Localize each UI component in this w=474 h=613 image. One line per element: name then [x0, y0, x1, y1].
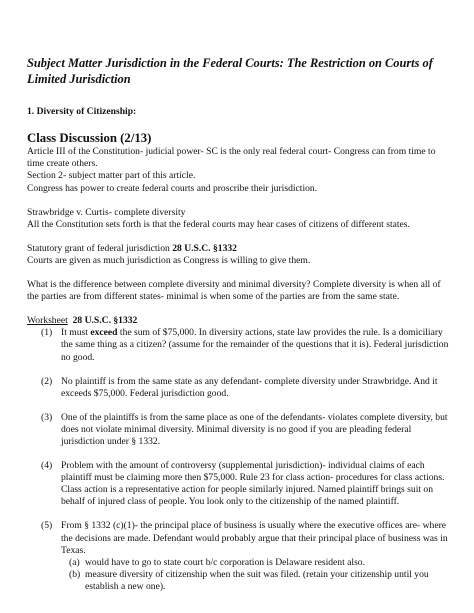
- paragraph-diversity-difference: What is the difference between complete diversity and minimal diversity? Complete diversity is when all of the parties are from different states- minimal is when some of the parties are from the same state.: [27, 279, 441, 303]
- class-discussion-heading: Class Discussion (2/13): [27, 131, 152, 146]
- paragraph-section-2: Section 2- subject matter part of this article.: [27, 170, 196, 182]
- worksheet-heading: [27, 315, 452, 327]
- worksheet-item-1: (1) It must exceed the sum of $75,000. In diversity actions, state law provides the rule. Is a domiciliary the same thing as a citizen? (assume for the remainder of the questions that it is). Federal jurisdiction no good.: [41, 327, 449, 363]
- document-title: Subject Matter Jurisdiction in the Federal Courts: The Restriction on Courts of Limited Jurisdiction: [27, 56, 433, 86]
- worksheet-item-5b: (b) measure diversity of citizenship when the suit was filed. (retain your citizenship until you establish a new one).: [69, 568, 429, 592]
- worksheet-item-3: (3) One of the plaintiffs is from the same place as one of the defendants- violates complete diversity, but does not violate minimal diversity. Minimal diversity is no good if you are pleading federal jurisdiction under § 1332.: [41, 411, 448, 447]
- paragraph-article-iii: Article III of the Constitution- judicial power- SC is the only real federal court- Congress can from time to time create others.: [27, 146, 436, 170]
- paragraph-courts-given: Courts are given as much jurisdiction as Congress is willing to give them.: [27, 254, 311, 266]
- worksheet-item-4: (4) Problem with the amount of controversy (supplemental jurisdiction)- individual claims of each plaintiff must be claiming more then $75,000. Rule 23 for class action- procedures for class actions. Class action is a representative action for people similarly injured. Named plaintiff brings suit on behalf of injured class of people. You look only to the citizenship of the named plaintiff.: [41, 460, 445, 508]
- paragraph-statutory-grant: Statutory grant of federal jurisdiction 28 U.S.C. §1332: [27, 242, 237, 254]
- document-content: [27, 56, 452, 593]
- statute-citation: 28 U.S.C. §1332: [172, 242, 237, 254]
- paragraph-strawbridge: Strawbridge v. Curtis- complete diversity: [27, 206, 186, 218]
- worksheet-label: Worksheet: [27, 315, 68, 327]
- worksheet-citation: 28 U.S.C. §1332: [72, 315, 138, 327]
- worksheet-item-5: (5) From § 1332 (c)(1)- the principal place of business is usually where the executive offices are- where the decisions are made. Defendant would probably argue that their principal place of business was in Texas. (a) would have to go to state court b/c corporation is Delaware resident also. (b) measure diversity of citizenship when the suit was filed. (retain your citizenship until you establish a new one).: [27, 520, 452, 593]
- worksheet-item-2: (2) No plaintiff is from the same state as any defendant- complete diversity under Strawbridge. And it exceeds $75,000. Federal jurisdiction good.: [41, 375, 438, 399]
- worksheet-item-5a: (a) would have to go to state court b/c corporation is Delaware resident also.: [69, 556, 365, 568]
- section-heading-diversity: 1. Diversity of Citizenship:: [27, 106, 137, 118]
- paragraph-congress-power: Congress has power to create federal courts and proscribe their jurisdiction.: [27, 182, 318, 194]
- paragraph-constitution-sets-forth: All the Constitution sets forth is that the federal courts may hear cases of citizens of different states.: [27, 218, 410, 230]
